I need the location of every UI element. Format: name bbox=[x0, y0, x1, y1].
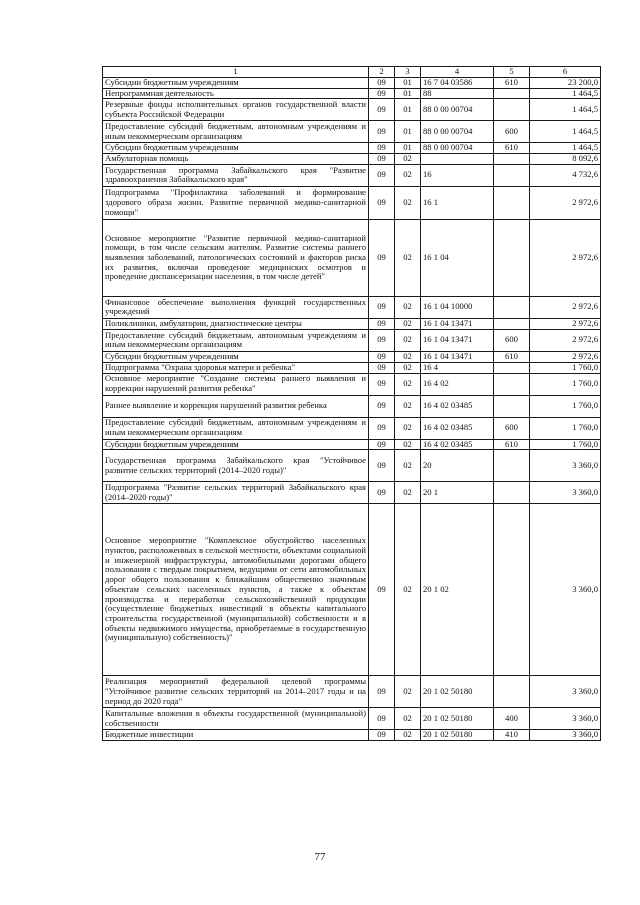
expense-type-cell bbox=[494, 318, 530, 329]
subsection-cell: 02 bbox=[395, 504, 421, 676]
table-row bbox=[103, 99, 601, 121]
table-body bbox=[103, 78, 601, 741]
name-cell: Финансовое обеспечение выполнения функций государственных учреждений bbox=[103, 296, 369, 318]
expense-type-cell bbox=[494, 164, 530, 186]
table-row bbox=[103, 676, 601, 708]
table-row bbox=[103, 504, 601, 676]
subsection-cell: 02 bbox=[395, 482, 421, 504]
section-cell: 09 bbox=[369, 362, 395, 373]
amount-cell: 3 360,0 bbox=[530, 708, 601, 730]
subsection-cell: 01 bbox=[395, 99, 421, 121]
table-row bbox=[103, 164, 601, 186]
section-cell: 09 bbox=[369, 373, 395, 395]
target-article-cell: 16 1 04 13471 bbox=[421, 329, 494, 351]
section-cell: 09 bbox=[369, 143, 395, 154]
amount-cell: 8 092,6 bbox=[530, 154, 601, 165]
name-cell: Амбулаторная помощь bbox=[103, 154, 369, 165]
amount-cell: 1 464,5 bbox=[530, 88, 601, 99]
subsection-cell: 02 bbox=[395, 395, 421, 417]
table-row bbox=[103, 439, 601, 450]
section-cell: 09 bbox=[369, 78, 395, 89]
amount-cell: 2 972,6 bbox=[530, 219, 601, 296]
name-cell: Государственная программа Забайкальского края "Устойчивое развитие сельских территорий (2014–2020 годы)" bbox=[103, 450, 369, 482]
amount-cell: 2 972,6 bbox=[530, 318, 601, 329]
subsection-cell: 02 bbox=[395, 296, 421, 318]
target-article-cell: 16 7 04 03586 bbox=[421, 78, 494, 89]
section-cell: 09 bbox=[369, 164, 395, 186]
amount-cell: 2 972,6 bbox=[530, 296, 601, 318]
expense-type-cell bbox=[494, 395, 530, 417]
expense-type-cell bbox=[494, 186, 530, 219]
table-row bbox=[103, 296, 601, 318]
amount-cell: 23 200,0 bbox=[530, 78, 601, 89]
subsection-cell: 01 bbox=[395, 78, 421, 89]
target-article-cell: 16 4 02 03485 bbox=[421, 417, 494, 439]
section-cell: 09 bbox=[369, 482, 395, 504]
target-article-cell: 88 0 00 00704 bbox=[421, 121, 494, 143]
column-header-2: 2 bbox=[369, 67, 395, 78]
table-row bbox=[103, 730, 601, 741]
subsection-cell: 01 bbox=[395, 143, 421, 154]
name-cell: Непрограммная деятельность bbox=[103, 88, 369, 99]
amount-cell: 3 360,0 bbox=[530, 730, 601, 741]
amount-cell: 3 360,0 bbox=[530, 676, 601, 708]
expense-type-cell bbox=[494, 219, 530, 296]
expense-type-cell: 410 bbox=[494, 730, 530, 741]
subsection-cell: 02 bbox=[395, 186, 421, 219]
subsection-cell: 02 bbox=[395, 708, 421, 730]
target-article-cell: 88 0 00 00704 bbox=[421, 143, 494, 154]
table-row bbox=[103, 450, 601, 482]
name-cell: Резервные фонды исполнительных органов государственной власти субъекта Российской Федерации bbox=[103, 99, 369, 121]
name-cell: Предоставление субсидий бюджетным, автономным учреждениям и иным некоммерческим организациям bbox=[103, 417, 369, 439]
subsection-cell: 02 bbox=[395, 439, 421, 450]
amount-cell: 3 360,0 bbox=[530, 450, 601, 482]
section-cell: 09 bbox=[369, 318, 395, 329]
subsection-cell: 02 bbox=[395, 417, 421, 439]
name-cell: Основное мероприятие "Комплексное обустройство населенных пунктов, расположенных в сельской местности, объектами социальной и инженерной инфраструктуры, автомобильными дорогами общего пользования с твердым покрытием, ведущими от сети автомобильных дорог общего пользования к ближайшим общественно значимым объектам сельских населенных пунктов, а также к объектам производства и переработки сельскохозяйственной продукции (осуществление бюджетных инвестиций в объекты капитального строительства государственной (муниципальной) собственности и в объекты недвижимого имущества, приобретаемые в государственную (муниципальную) собственность)" bbox=[103, 504, 369, 676]
amount-cell: 1 760,0 bbox=[530, 417, 601, 439]
column-header-5: 5 bbox=[494, 67, 530, 78]
section-cell: 09 bbox=[369, 730, 395, 741]
expense-type-cell bbox=[494, 482, 530, 504]
column-header-6: 6 bbox=[530, 67, 601, 78]
page-number: 77 bbox=[314, 851, 326, 863]
expense-type-cell: 600 bbox=[494, 121, 530, 143]
subsection-cell: 01 bbox=[395, 121, 421, 143]
subsection-cell: 02 bbox=[395, 351, 421, 362]
expense-type-cell bbox=[494, 676, 530, 708]
column-header-1: 1 bbox=[103, 67, 369, 78]
table-row bbox=[103, 373, 601, 395]
target-article-cell: 16 1 04 10000 bbox=[421, 296, 494, 318]
subsection-cell: 02 bbox=[395, 318, 421, 329]
target-article-cell: 16 4 02 bbox=[421, 373, 494, 395]
section-cell: 09 bbox=[369, 417, 395, 439]
table-row bbox=[103, 88, 601, 99]
table-row bbox=[103, 318, 601, 329]
name-cell: Государственная программа Забайкальского края "Развитие здравоохранения Забайкальского края" bbox=[103, 164, 369, 186]
name-cell: Субсидии бюджетным учреждениям bbox=[103, 143, 369, 154]
name-cell: Субсидии бюджетным учреждениям bbox=[103, 351, 369, 362]
expense-type-cell bbox=[494, 296, 530, 318]
target-article-cell: 88 0 00 00704 bbox=[421, 99, 494, 121]
table-row bbox=[103, 121, 601, 143]
expense-type-cell bbox=[494, 450, 530, 482]
target-article-cell: 16 1 bbox=[421, 186, 494, 219]
section-cell: 09 bbox=[369, 439, 395, 450]
section-cell: 09 bbox=[369, 121, 395, 143]
header-row bbox=[103, 67, 601, 78]
amount-cell: 1 760,0 bbox=[530, 439, 601, 450]
section-cell: 09 bbox=[369, 351, 395, 362]
section-cell: 09 bbox=[369, 154, 395, 165]
name-cell: Поликлиники, амбулатории, диагностические центры bbox=[103, 318, 369, 329]
expense-type-cell: 610 bbox=[494, 351, 530, 362]
column-header-4: 4 bbox=[421, 67, 494, 78]
section-cell: 09 bbox=[369, 708, 395, 730]
amount-cell: 4 732,6 bbox=[530, 164, 601, 186]
target-article-cell: 20 bbox=[421, 450, 494, 482]
amount-cell: 1 464,5 bbox=[530, 121, 601, 143]
amount-cell: 3 360,0 bbox=[530, 504, 601, 676]
name-cell: Бюджетные инвестиции bbox=[103, 730, 369, 741]
amount-cell: 1 760,0 bbox=[530, 395, 601, 417]
name-cell: Субсидии бюджетным учреждениям bbox=[103, 439, 369, 450]
target-article-cell: 20 1 02 50180 bbox=[421, 676, 494, 708]
expense-type-cell bbox=[494, 362, 530, 373]
expense-type-cell: 600 bbox=[494, 329, 530, 351]
table-row bbox=[103, 78, 601, 89]
target-article-cell: 16 1 04 13471 bbox=[421, 318, 494, 329]
expense-type-cell bbox=[494, 154, 530, 165]
name-cell: Подпрограмма "Развитие сельских территорий Забайкальского края (2014–2020 годы)" bbox=[103, 482, 369, 504]
section-cell: 09 bbox=[369, 88, 395, 99]
subsection-cell: 02 bbox=[395, 676, 421, 708]
section-cell: 09 bbox=[369, 676, 395, 708]
amount-cell: 1 464,5 bbox=[530, 99, 601, 121]
table-row bbox=[103, 329, 601, 351]
subsection-cell: 02 bbox=[395, 730, 421, 741]
table-row bbox=[103, 186, 601, 219]
table-row bbox=[103, 708, 601, 730]
target-article-cell: 88 bbox=[421, 88, 494, 99]
expense-type-cell: 610 bbox=[494, 78, 530, 89]
amount-cell: 1 464,5 bbox=[530, 143, 601, 154]
target-article-cell: 16 4 02 03485 bbox=[421, 439, 494, 450]
subsection-cell: 02 bbox=[395, 329, 421, 351]
expense-type-cell bbox=[494, 99, 530, 121]
expense-type-cell: 610 bbox=[494, 143, 530, 154]
target-article-cell: 16 4 02 03485 bbox=[421, 395, 494, 417]
target-article-cell: 16 1 04 13471 bbox=[421, 351, 494, 362]
name-cell: Капитальные вложения в объекты государственной (муниципальной) собственности bbox=[103, 708, 369, 730]
name-cell: Подпрограмма "Охрана здоровья матери и ребенка" bbox=[103, 362, 369, 373]
target-article-cell: 20 1 02 50180 bbox=[421, 730, 494, 741]
amount-cell: 3 360,0 bbox=[530, 482, 601, 504]
expense-type-cell: 600 bbox=[494, 417, 530, 439]
amount-cell: 2 972,6 bbox=[530, 186, 601, 219]
section-cell: 09 bbox=[369, 219, 395, 296]
table-row bbox=[103, 362, 601, 373]
target-article-cell: 16 1 04 bbox=[421, 219, 494, 296]
target-article-cell bbox=[421, 154, 494, 165]
table-row bbox=[103, 154, 601, 165]
subsection-cell: 02 bbox=[395, 164, 421, 186]
subsection-cell: 02 bbox=[395, 373, 421, 395]
expense-type-cell bbox=[494, 88, 530, 99]
name-cell: Предоставление субсидий бюджетным, автономным учреждениям и иным некоммерческим организациям bbox=[103, 329, 369, 351]
subsection-cell: 01 bbox=[395, 88, 421, 99]
table-row bbox=[103, 143, 601, 154]
section-cell: 09 bbox=[369, 395, 395, 417]
table-row bbox=[103, 351, 601, 362]
section-cell: 09 bbox=[369, 450, 395, 482]
subsection-cell: 02 bbox=[395, 362, 421, 373]
name-cell: Субсидии бюджетным учреждениям bbox=[103, 78, 369, 89]
target-article-cell: 20 1 bbox=[421, 482, 494, 504]
table-row bbox=[103, 395, 601, 417]
column-header-3: 3 bbox=[395, 67, 421, 78]
name-cell: Основное мероприятие "Создание системы раннего выявления и коррекции нарушений развития ребенка" bbox=[103, 373, 369, 395]
amount-cell: 2 972,6 bbox=[530, 351, 601, 362]
subsection-cell: 02 bbox=[395, 154, 421, 165]
subsection-cell: 02 bbox=[395, 219, 421, 296]
target-article-cell: 16 4 bbox=[421, 362, 494, 373]
section-cell: 09 bbox=[369, 186, 395, 219]
expense-type-cell bbox=[494, 373, 530, 395]
name-cell: Раннее выявление и коррекция нарушений развития ребенка bbox=[103, 395, 369, 417]
amount-cell: 2 972,6 bbox=[530, 329, 601, 351]
target-article-cell: 16 bbox=[421, 164, 494, 186]
target-article-cell: 20 1 02 bbox=[421, 504, 494, 676]
name-cell: Подпрограмма "Профилактика заболеваний и формирование здорового образа жизни. Развитие первичной медико-санитарной помощи" bbox=[103, 186, 369, 219]
name-cell: Реализация мероприятий федеральной целевой программы "Устойчивое развитие сельских территорий на 2014–2017 годы и на период до 2020 года" bbox=[103, 676, 369, 708]
amount-cell: 1 760,0 bbox=[530, 362, 601, 373]
name-cell: Предоставление субсидий бюджетным, автономным учреждениям и иным некоммерческим организациям bbox=[103, 121, 369, 143]
name-cell: Основное мероприятие "Развитие первичной медико-санитарной помощи, в том числе сельским жителям. Развитие системы раннего выявления заболеваний, патологических состояний и факторов риска их развития, включая проведение медицинских осмотров и проведение диспансеризации населения, в том числе детей" bbox=[103, 219, 369, 296]
amount-cell: 1 760,0 bbox=[530, 373, 601, 395]
subsection-cell: 02 bbox=[395, 450, 421, 482]
section-cell: 09 bbox=[369, 329, 395, 351]
expense-type-cell: 400 bbox=[494, 708, 530, 730]
target-article-cell: 20 1 02 50180 bbox=[421, 708, 494, 730]
table-row bbox=[103, 219, 601, 296]
budget-table bbox=[102, 66, 601, 741]
table-row bbox=[103, 482, 601, 504]
expense-type-cell bbox=[494, 504, 530, 676]
expense-type-cell: 610 bbox=[494, 439, 530, 450]
section-cell: 09 bbox=[369, 504, 395, 676]
section-cell: 09 bbox=[369, 296, 395, 318]
table-row bbox=[103, 417, 601, 439]
section-cell: 09 bbox=[369, 99, 395, 121]
